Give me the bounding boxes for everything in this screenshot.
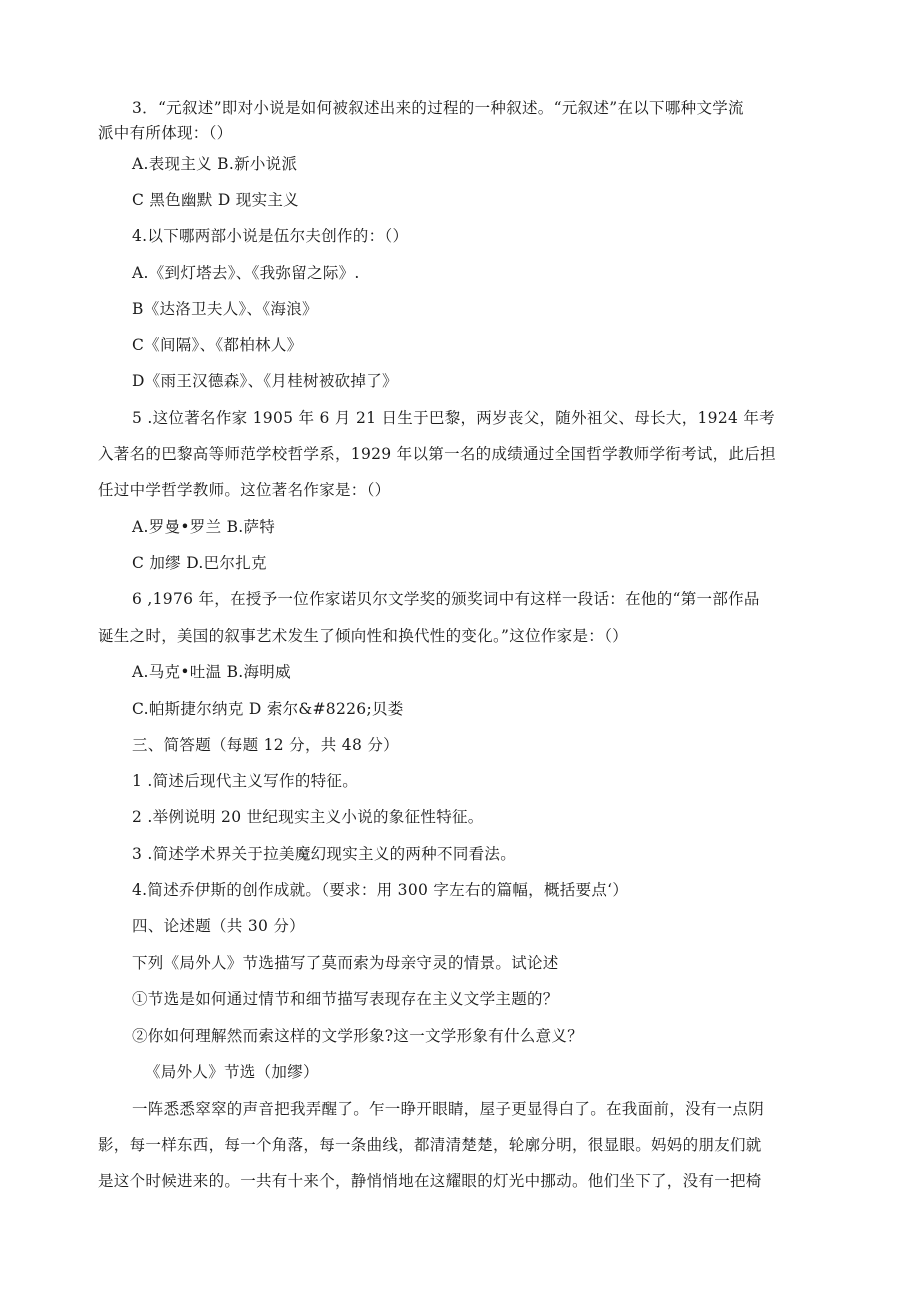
short-answer-4: 4.简述乔伊斯的创作成就。（要求：用 300 字左右的篇幅，概括要点‘） [132,881,629,899]
essay-intro: 下列《局外人》节选描写了莫而索为母亲守灵的情景。试论述 [132,954,559,972]
question-6-options-ab: A.马克•吐温 B.海明威 [132,663,291,681]
question-4-option-a: A.《到灯塔去》、《我弥留之际》. [132,264,360,282]
excerpt-line-2: 影，每一样东西，每一个角落，每一条曲线，都清清楚楚，轮廓分明，很显眼。妈妈的朋友们就 [98,1136,762,1154]
question-4-stem: 4.以下哪两部小说是伍尔夫创作的：（） [132,227,409,245]
question-3-stem-line-2: 派中有所体现：（） [98,124,233,142]
question-5-options-ab: A.罗曼•罗兰 B.萨特 [132,518,276,536]
question-5-stem-line-1: 5 .这位著名作家 1905 年 6 月 21 日生于巴黎，两岁丧父，随外祖父、母长大，1924 年考 [132,409,775,427]
short-answer-1: 1 .简述后现代主义写作的特征。 [132,772,359,790]
section-3-title: 三、简答题（每题 12 分，共 48 分） [132,736,399,754]
question-6-stem-line-1: 6 ,1976 年，在授予一位作家诺贝尔文学奖的颁奖词中有这样一段话：在他的“第一部作品 [132,590,760,608]
question-4-option-b: B《达洛卫夫人》、《海浪》 [132,300,318,318]
question-4-option-c: C《间隔》、《都柏林人》 [132,336,303,354]
question-6-stem-line-2: 诞生之时，美国的叙事艺术发生了倾向性和换代性的变化。”这位作家是：（） [98,627,628,645]
question-3-options-ab: A.表现主义 B.新小说派 [132,155,298,173]
short-answer-3: 3 .简述学术界关于拉美魔幻现实主义的两种不同看法。 [132,845,517,863]
essay-question-2: ②你如何理解然而索这样的文学形象?这一文学形象有什么意义？ [132,1027,584,1045]
excerpt-line-3: 是这个时候进来的。一共有十来个，静悄悄地在这耀眼的灯光中挪动。他们坐下了，没有一把椅 [98,1172,762,1190]
short-answer-2: 2 .举例说明 20 世纪现实主义小说的象征性特征。 [132,808,484,826]
question-6-options-cd: C.帕斯捷尔纳克 D 索尔&#8226;贝娄 [132,700,404,718]
question-4-option-d: D《雨王汉德森》、《月桂树被砍掉了》 [132,372,398,390]
excerpt-title: 《局外人》节选（加缪） [145,1063,319,1081]
question-5-options-cd: C 加缪 D.巴尔扎克 [132,554,267,572]
essay-question-1: ①节选是如何通过情节和细节描写表现存在主义文学主题的？ [132,990,559,1008]
question-5-stem-line-2: 入著名的巴黎高等师范学校哲学系，1929 年以第一名的成绩通过全国哲学教师学衔考试，此后担 [98,445,776,463]
excerpt-line-1: 一阵悉悉窣窣的声音把我弄醒了。乍一睁开眼睛，屋子更显得白了。在我面前，没有一点阴 [132,1100,765,1118]
question-3-stem-line-1: 3．“元叙述”即对小说是如何被叙述出来的过程的一种叙述。“元叙述”在以下哪种文学流 [132,99,744,117]
question-3-options-cd: C 黑色幽默 D 现实主义 [132,191,299,209]
section-4-title: 四、论述题（共 30 分） [132,917,305,935]
question-5-stem-line-3: 任过中学哲学教师。这位著名作家是：（） [98,481,391,499]
